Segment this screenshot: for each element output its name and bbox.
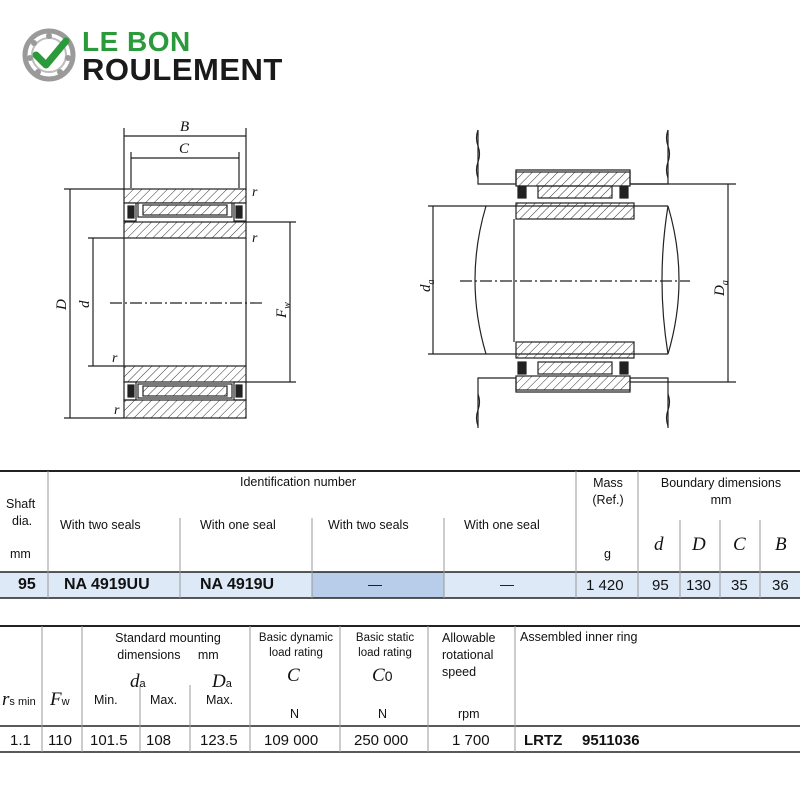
label-C: C [179,141,190,157]
boundary-unit: mm [710,493,732,507]
bearing-check-icon [22,28,76,82]
mass-label-2: (Ref.) [592,493,624,507]
bearing-cross-section [64,128,296,418]
mounting-table [0,625,800,755]
inner-ring-header: Assembled inner ring [520,630,638,644]
max2-label: Max. [206,693,234,707]
brand-line1: LE BON [82,26,191,57]
boundary-col-C: C [733,534,746,555]
boundary-label: Boundary dimensions [660,476,782,490]
id-col-4: With one seal [464,518,540,532]
mass-value: 1 420 [586,577,624,594]
label-r-1: r [252,185,258,200]
boundary-col-D: D [692,534,706,555]
label-Da: $D_a$ [712,280,731,296]
inner-ring-value-2[interactable]: 9511036 [582,732,640,749]
stat-symbol: C0 [372,665,393,686]
inner-ring-value-1[interactable]: LRTZ [524,732,563,749]
label-B: B [180,119,190,135]
shaft-dia-label-1: Shaft [6,497,36,511]
speed-label-2: rotational [442,648,494,662]
fw-value: 110 [48,732,72,749]
id-two-seals-alt-value: — [368,576,382,592]
max-label: Max. [150,693,178,707]
std-mount-label-2: dimensions mm [117,648,219,662]
mass-unit: g [604,547,611,561]
Da-header: Da [212,671,232,692]
dyn-symbol: C [287,665,300,686]
dyn-unit: N [290,707,300,721]
shaft-dia-label-2: dia. [12,514,33,528]
dyn-value: 109 000 [264,732,319,749]
id-col-3: With two seals [328,518,409,532]
bearing-drawings [0,100,800,440]
label-D: D [54,299,70,310]
label-da: $d_a$ [418,279,437,292]
id-one-seal-alt-value: — [500,576,514,592]
boundary-col-d: d [654,534,664,555]
fw-header: Fw [50,689,70,710]
shaft-unit: mm [10,547,31,561]
speed-label-3: speed [442,665,477,679]
da-header: da [130,671,146,692]
id-one-seal-value[interactable]: NA 4919U [200,576,275,593]
brand-line2: ROULEMENT [82,52,283,87]
D-value: 130 [686,577,712,594]
mounting-drawing [428,130,736,428]
label-r-2: r [252,231,258,246]
id-col-2: With one seal [200,518,276,532]
dyn-label-2: load rating [269,647,323,659]
brand-logo [22,26,302,87]
identification-number-header: Identification number [240,475,357,489]
identification-table [0,470,800,600]
Da-max-value: 123.5 [200,732,238,749]
boundary-col-B: B [775,534,787,555]
rs-min-header: rs min [2,689,36,710]
da-min-value: 101.5 [90,732,128,749]
label-r-4: r [114,403,120,418]
da-max-value: 108 [146,732,172,749]
speed-value: 1 700 [452,732,490,749]
stat-label-2: load rating [358,647,412,659]
id-col-1: With two seals [60,518,141,532]
shaft-value: 95 [18,576,36,593]
d-value: 95 [652,577,669,594]
speed-unit: rpm [458,707,480,721]
label-r-3: r [112,351,118,366]
stat-value: 250 000 [354,732,409,749]
mass-label-1: Mass [593,476,623,490]
min-label: Min. [94,693,118,707]
id-two-seals-value[interactable]: NA 4919UU [64,576,150,593]
dyn-label-1: Basic dynamic [258,632,334,644]
stat-label-1: Basic static [355,632,415,644]
std-mount-label-1: Standard mounting [115,631,221,645]
rs-value: 1.1 [10,732,31,749]
speed-label-1: Allowable [442,631,496,645]
label-d: d [77,300,93,308]
label-Fw: $F_w$ [274,302,293,318]
stat-unit: N [378,707,388,721]
B-value: 36 [772,577,789,594]
C-value: 35 [731,577,748,594]
